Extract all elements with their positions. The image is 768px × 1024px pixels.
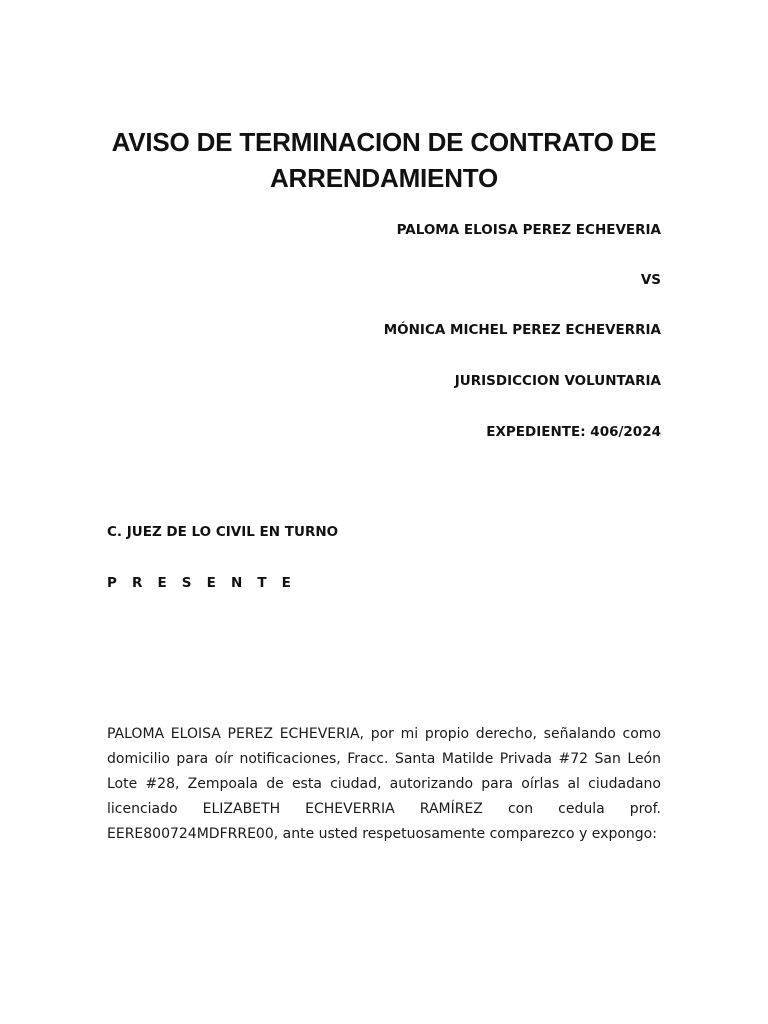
body-paragraph: PALOMA ELOISA PEREZ ECHEVERIA, por mi propio derecho, señalando como domicilio para oír notificaciones, Fracc. Santa Matilde Privada #72 San León Lote #28, Zempoala de esta ciudad, autorizando para oírlas al ciudadano licenciado ELIZABETH ECHEVERRIA RAMÍREZ con cedula prof. EERE800724MDFRRE00, ante usted respetuosamente comparezco y expongo:	[107, 726, 661, 842]
addressee: C. JUEZ DE LO CIVIL EN TURNO	[107, 524, 339, 540]
plaintiff-name: PALOMA ELOISA PEREZ ECHEVERIA	[396, 222, 661, 238]
document-title: AVISO DE TERMINACION DE CONTRATO DE ARRENDAMIENTO	[111, 127, 657, 193]
jurisdiction-label: JURISDICCION VOLUNTARIA	[454, 373, 661, 389]
presente-label: P R E S E N T E	[107, 575, 297, 591]
defendant-name: MÓNICA MICHEL PEREZ ECHEVERRIA	[383, 322, 661, 338]
versus-label: VS	[640, 272, 661, 288]
file-number: EXPEDIENTE: 406/2024	[486, 424, 661, 440]
